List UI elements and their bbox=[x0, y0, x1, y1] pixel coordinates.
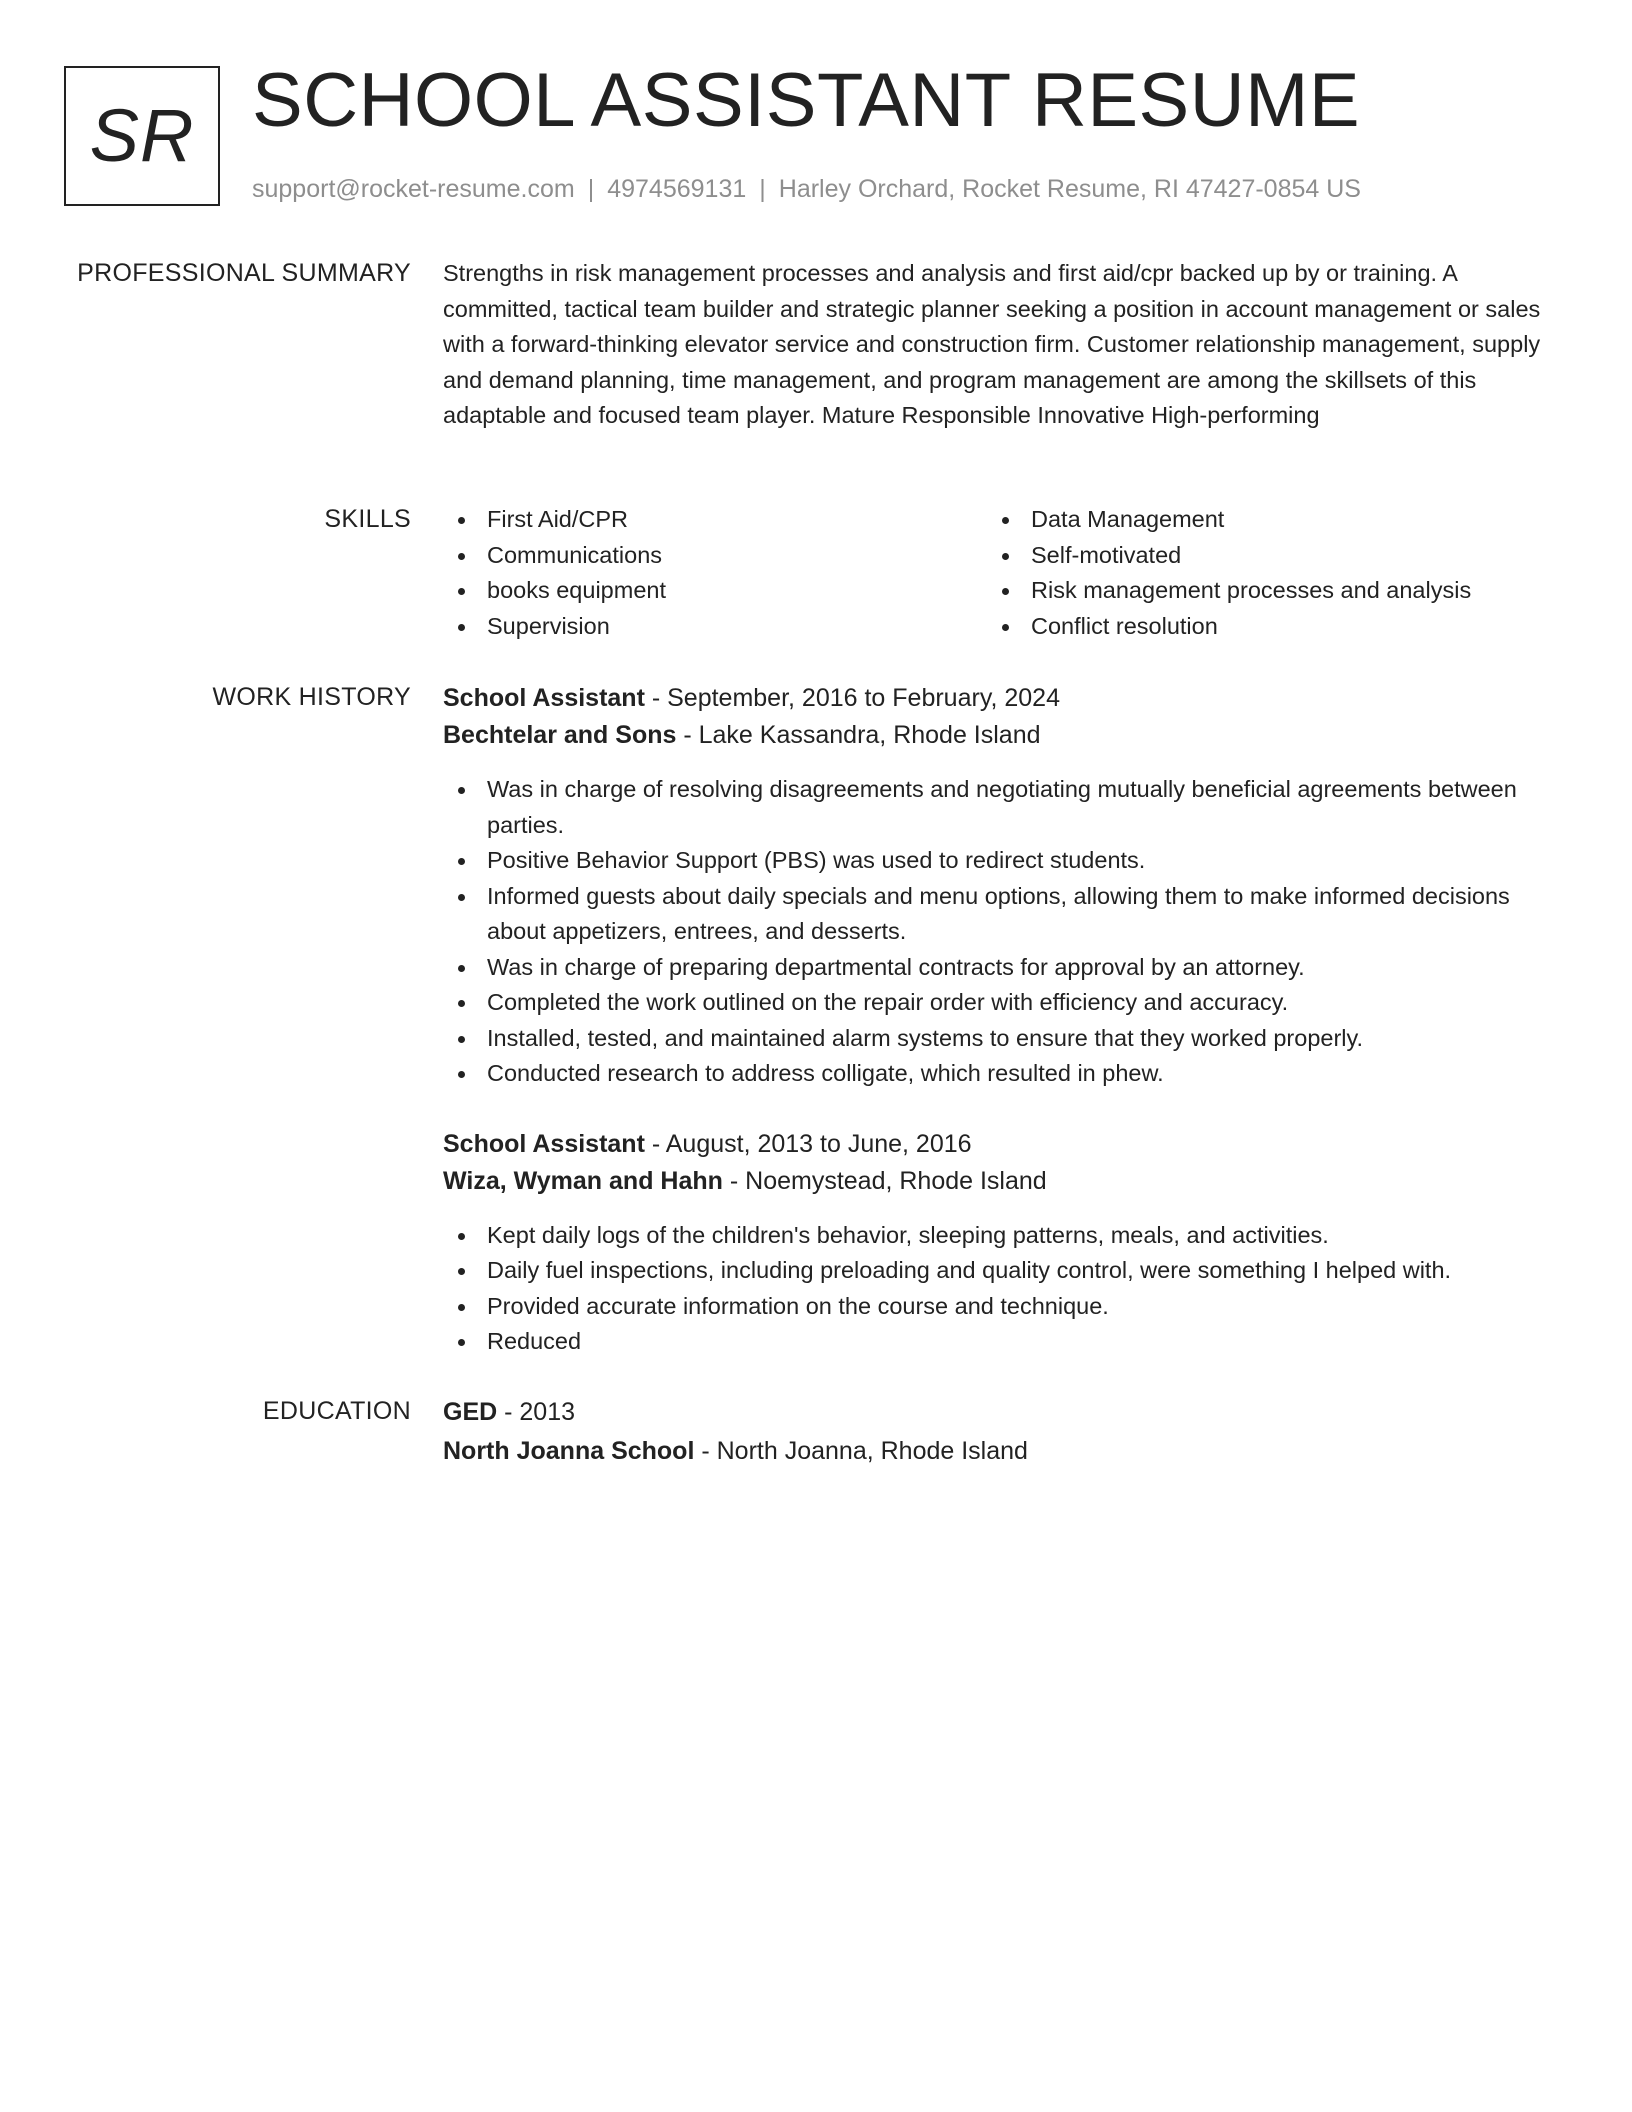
job-entry bbox=[443, 680, 1551, 1092]
job-bullet-list bbox=[443, 772, 1551, 1092]
job-bullet: Conducted research to address colligate, which resulted in phew. bbox=[443, 1056, 1551, 1092]
degree-year: - 2013 bbox=[497, 1398, 576, 1426]
skills-list-left bbox=[443, 502, 987, 644]
monogram-initials: SR bbox=[89, 94, 195, 177]
skill-item: Data Management bbox=[987, 502, 1531, 538]
degree-line bbox=[443, 1394, 1551, 1431]
job-title: School Assistant bbox=[443, 1129, 645, 1158]
job-bullet: Daily fuel inspections, including preloading and quality control, were something I helped with. bbox=[443, 1253, 1551, 1289]
summary-body bbox=[443, 256, 1551, 434]
education-body bbox=[443, 1394, 1551, 1470]
job-bullet: Reduced bbox=[443, 1324, 1551, 1360]
summary-heading: PROFESSIONAL SUMMARY bbox=[77, 259, 411, 287]
job-title-line bbox=[443, 1126, 1551, 1163]
job-bullet-list bbox=[443, 1218, 1551, 1360]
skills-list-right bbox=[987, 502, 1531, 644]
degree: GED bbox=[443, 1398, 498, 1426]
job-company-line bbox=[443, 717, 1551, 754]
contact-address: Harley Orchard, Rocket Resume, RI 47427-0854 US bbox=[778, 175, 1361, 203]
job-dates: - September, 2016 to February, 2024 bbox=[644, 684, 1060, 712]
contact-separator: | bbox=[759, 175, 766, 203]
job-bullet: Informed guests about daily specials and menu options, allowing them to make informed decisions about appetizers, entrees, and desserts. bbox=[443, 879, 1551, 950]
job-dates: - August, 2013 to June, 2016 bbox=[644, 1129, 972, 1158]
job-bullet: Provided accurate information on the course and technique. bbox=[443, 1289, 1551, 1325]
work-history-heading: WORK HISTORY bbox=[212, 683, 411, 711]
job-location: - Lake Kassandra, Rhode Island bbox=[676, 721, 1041, 749]
skill-item: First Aid/CPR bbox=[443, 502, 987, 538]
skill-item: Self-motivated bbox=[987, 538, 1531, 574]
job-entry bbox=[443, 1126, 1551, 1360]
job-company: Wiza, Wyman and Hahn bbox=[443, 1166, 723, 1195]
education-heading: EDUCATION bbox=[262, 1397, 411, 1425]
skill-item: Communications bbox=[443, 538, 987, 574]
skill-item: Supervision bbox=[443, 609, 987, 645]
contact-email: support@rocket-resume.com bbox=[252, 175, 575, 203]
resume-title: SCHOOL ASSISTANT RESUME bbox=[252, 58, 1361, 143]
monogram-box bbox=[64, 66, 220, 206]
contact-separator: | bbox=[587, 175, 595, 203]
job-bullet: Completed the work outlined on the repair order with efficiency and accuracy. bbox=[443, 985, 1551, 1021]
job-bullet: Was in charge of preparing departmental contracts for approval by an attorney. bbox=[443, 950, 1551, 986]
skill-item: Conflict resolution bbox=[987, 609, 1531, 645]
skills-body bbox=[443, 502, 1551, 644]
job-company: Bechtelar and Sons bbox=[443, 721, 677, 749]
school-location: - North Joanna, Rhode Island bbox=[694, 1437, 1028, 1465]
job-bullet: Positive Behavior Support (PBS) was used to redirect students. bbox=[443, 843, 1551, 879]
skill-item: books equipment bbox=[443, 573, 987, 609]
skills-heading: SKILLS bbox=[324, 505, 411, 533]
summary-text: Strengths in risk management processes and analysis and first aid/cpr backed up by or training. A committed, tactical team builder and strategic planner seeking a position in account management or sales with a forward-thinking elevator service and construction firm. Customer relationship management, supply and demand planning, time management, and program management are among the skillsets of this adaptable and focused team player. Mature Responsible Innovative High-performing bbox=[443, 260, 1541, 428]
job-bullet: Was in charge of resolving disagreements and negotiating mutually beneficial agreements between parties. bbox=[443, 772, 1551, 843]
school-line bbox=[443, 1433, 1551, 1470]
school-name: North Joanna School bbox=[443, 1437, 695, 1465]
contact-line bbox=[252, 172, 1361, 206]
job-title-line bbox=[443, 680, 1551, 717]
skill-item: Risk management processes and analysis bbox=[987, 573, 1531, 609]
job-bullet: Kept daily logs of the children's behavior, sleeping patterns, meals, and activities. bbox=[443, 1218, 1551, 1254]
job-location: - Noemystead, Rhode Island bbox=[722, 1166, 1047, 1195]
work-history-body bbox=[443, 680, 1551, 1360]
job-title: School Assistant bbox=[443, 684, 645, 712]
contact-phone: 4974569131 bbox=[607, 175, 747, 203]
job-bullet: Installed, tested, and maintained alarm systems to ensure that they worked properly. bbox=[443, 1021, 1551, 1057]
job-company-line bbox=[443, 1163, 1551, 1200]
